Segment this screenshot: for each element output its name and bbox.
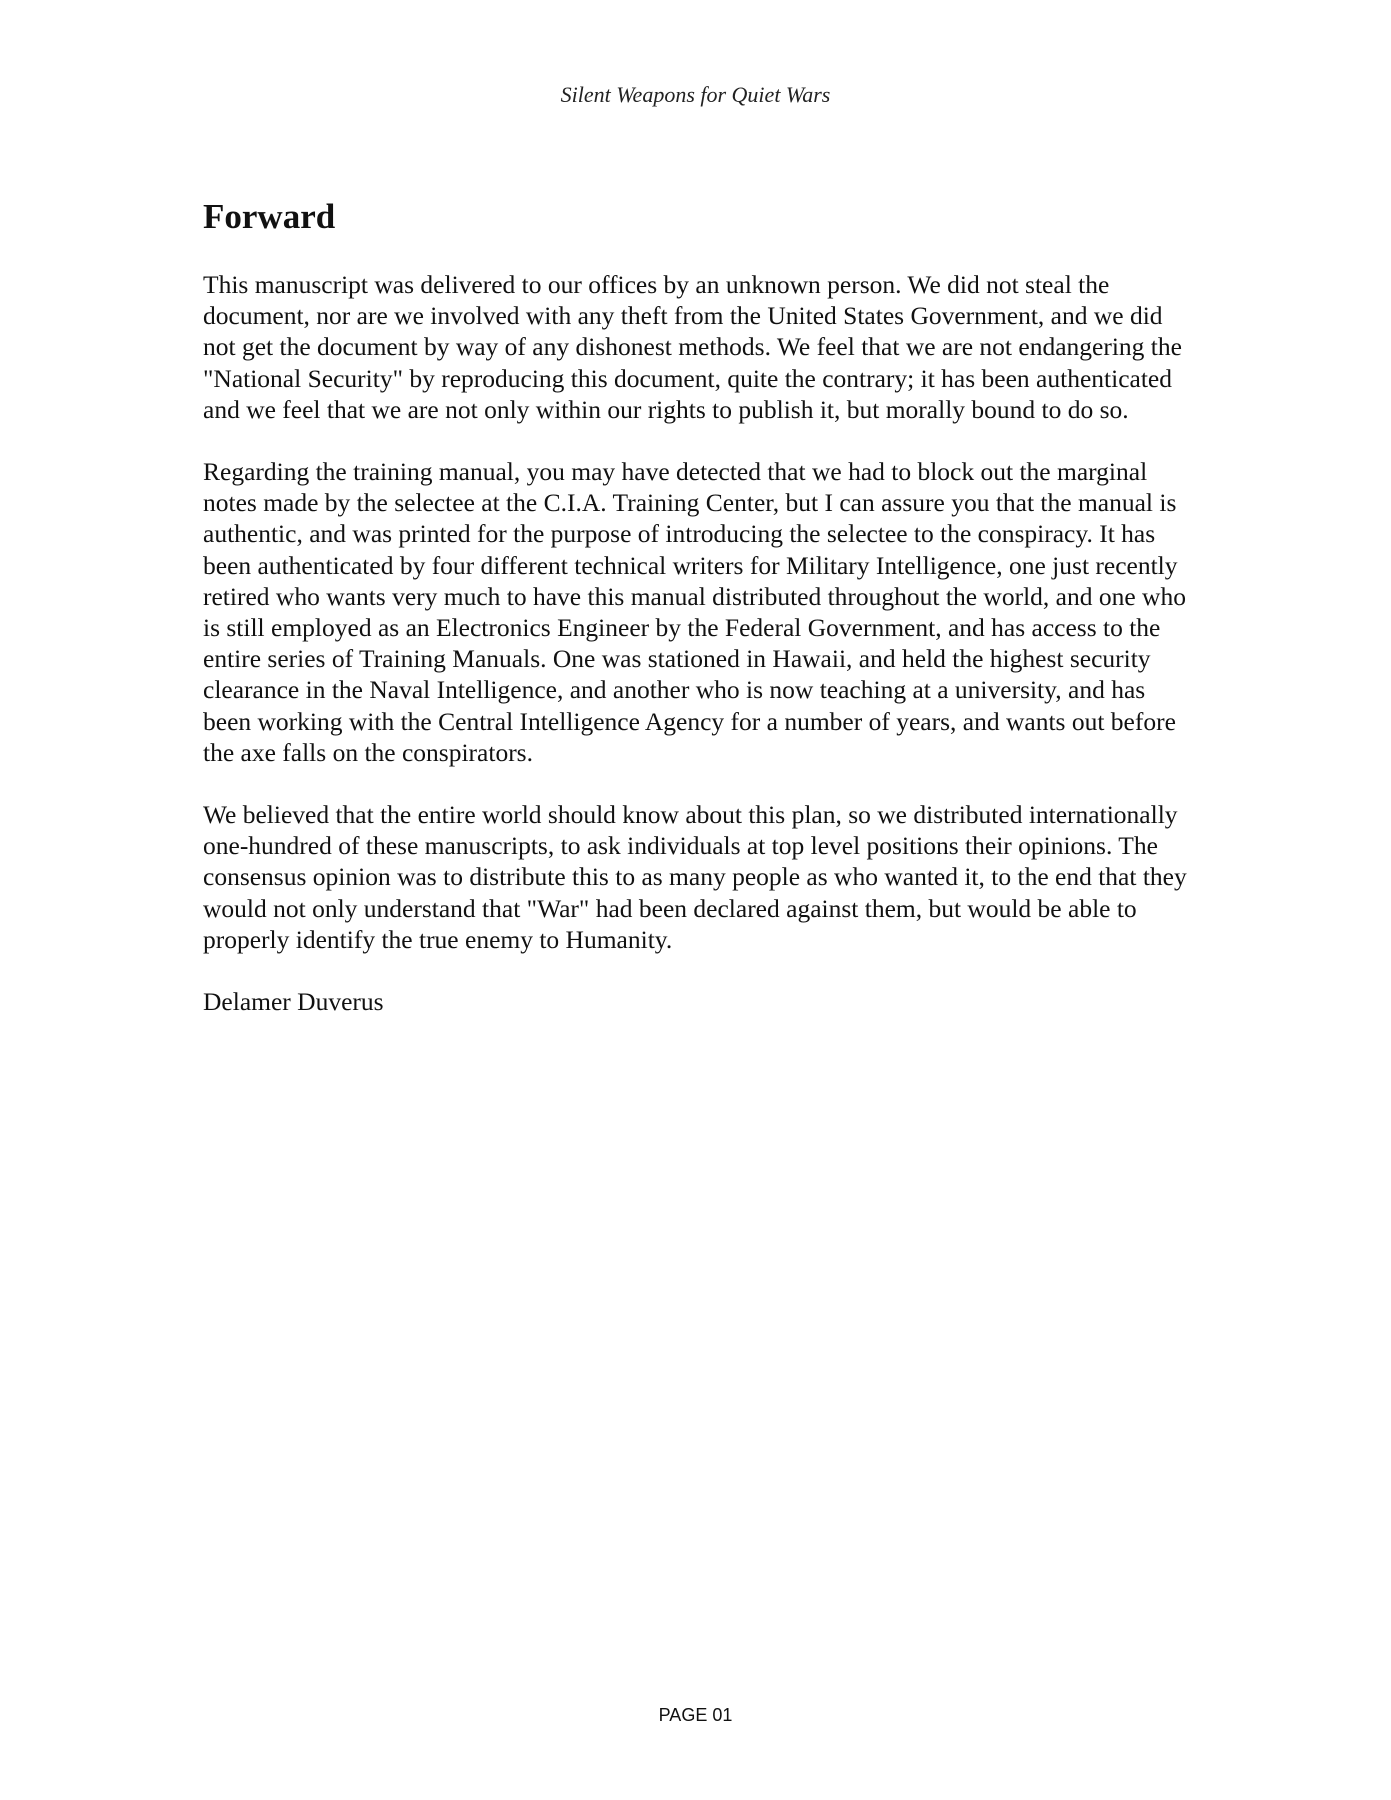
page-title: Forward xyxy=(203,197,336,236)
page-number: PAGE 01 xyxy=(658,1705,733,1725)
paragraph-3: We believed that the entire world should know about this plan, so we distributed internationally one-hundred of these manuscripts, to ask individuals at top level positions their opinions. The consensus opinion was to distribute this to as many people as who wanted it, to the end that they would not only understand that "War" had been declared against them, but would be able to properly identify the true enemy to Humanity. xyxy=(203,800,1187,954)
paragraph-2: Regarding the training manual, you may have detected that we had to block out the marginal notes made by the selectee at the C.I.A. Training Center, but I can assure you that the manual is authentic, and was printed for the purpose of introducing the selectee to the conspiracy. It has been authenticated by four different technical writers for Military Intelligence, one just recently retired who wants very much to have this manual distributed throughout the world, and one who is still employed as an Electronics Engineer by the Federal Government, and has access to the entire series of Training Manuals. One was stationed in Hawaii, and held the highest security clearance in the Naval Intelligence, and another who is now teaching at a university, and has been working with the Central Intelligence Agency for a number of years, and wants out before the axe falls on the conspirators. xyxy=(203,457,1186,767)
paragraph-1: This manuscript was delivered to our offices by an unknown person. We did not steal the document, nor are we involved with any theft from the United States Government, and we did not get the document by way of any dishonest methods. We feel that we are not endangering the "National Security" by reproducing this document, quite the contrary; it has been authenticated and we feel that we are not only within our rights to publish it, but morally bound to do so. xyxy=(203,270,1182,424)
running-header: Silent Weapons for Quiet Wars xyxy=(560,82,831,107)
signature: Delamer Duverus xyxy=(203,987,384,1017)
document-body xyxy=(203,193,1193,1017)
